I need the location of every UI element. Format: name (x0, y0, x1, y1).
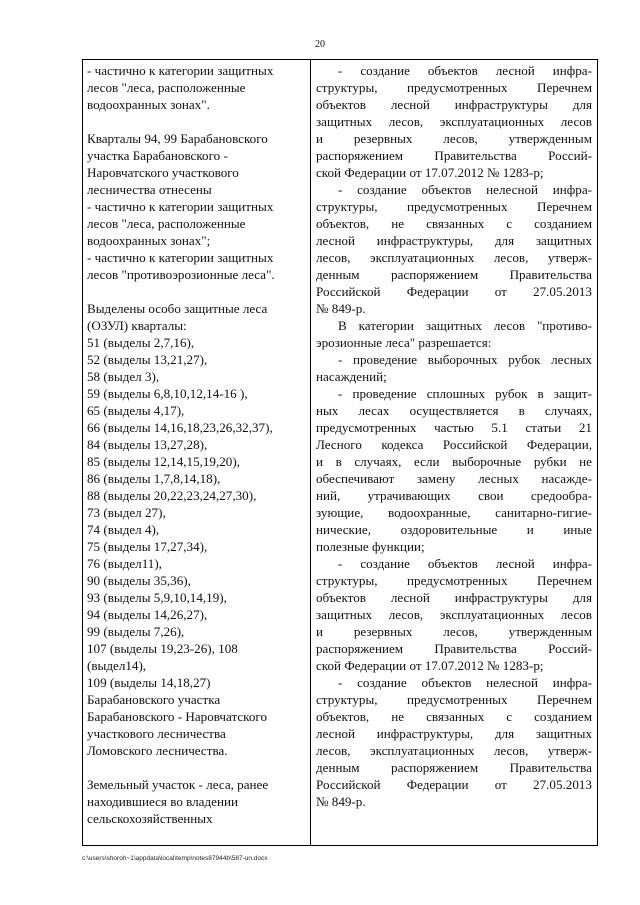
left-text-line: (ОЗУЛ) кварталы: (87, 318, 187, 333)
left-text-line: Барабановского - Наровчатского (87, 709, 268, 724)
right-text-line: Российской Федерации от 27.05.2013 (316, 777, 592, 792)
right-text-line: - создание объектов нелесной инфра- (338, 182, 592, 197)
left-text-line: 75 (выделы 17,27,34), (87, 539, 208, 554)
right-text-line: объектов лесной инфраструктуры для (316, 97, 592, 112)
left-text-line: Барабановского участка (87, 692, 221, 707)
right-text-line: распоряжением Правительства Россий- (316, 148, 592, 163)
left-text-line: - частично к категории защитных (87, 199, 274, 214)
right-text-line: лесов, эксплуатационных лесов, утверж- (316, 250, 592, 265)
right-text-line: - проведение сплошных рубок в защит- (338, 386, 592, 401)
left-text-line: 107 (выделы 19,23-26), 108 (87, 641, 238, 656)
left-text-line: Наровчатского участкового (87, 165, 239, 180)
left-text-line: 90 (выделы 35,36), (87, 573, 191, 588)
right-text-line: денным распоряжением Правительства (316, 267, 592, 282)
right-text-line: лесной инфраструктуры, для защитных (316, 726, 592, 741)
left-text-line: - частично к категории защитных (87, 250, 274, 265)
left-text-line: водоохранных зонах"; (87, 233, 211, 248)
left-text-line: лесов "леса, расположенные (87, 80, 246, 95)
left-text-line: Земельный участок - леса, ранее (87, 777, 269, 792)
left-text-line: Кварталы 94, 99 Барабановского (87, 131, 268, 146)
left-text-line: 84 (выделы 13,27,28), (87, 437, 208, 452)
column-divider (310, 60, 311, 845)
right-text-line: Лесного кодекса Российской Федерации, (316, 437, 592, 452)
left-text-line: 51 (выделы 2,7,16), (87, 335, 195, 350)
right-text-line: предусмотренных частью 5.1 статьи 21 (316, 420, 592, 435)
right-text-line: - создание объектов лесной инфра- (338, 556, 592, 571)
left-column (87, 62, 307, 827)
blank-line (87, 283, 307, 300)
document-table (82, 59, 598, 846)
right-text-line: защитных лесов, эксплуатационных лесов (316, 114, 592, 129)
right-text-line: структуры, предусмотренных Перечнем (316, 573, 592, 588)
right-text-line: объектов, не связанных с созданием (316, 216, 592, 231)
right-column (316, 62, 592, 810)
left-text-line: 94 (выделы 14,26,27), (87, 607, 208, 622)
right-text-line: обеспечивают замену лесных насажде- (316, 471, 592, 486)
left-text-line: 99 (выделы 7,26), (87, 624, 185, 639)
right-text-line: ний, утрачивающих свои средообра- (316, 488, 592, 503)
right-text-line: лесной инфраструктуры, для защитных (316, 233, 592, 248)
left-text-line: участка Барабановского - (87, 148, 228, 163)
left-text-line: Выделены особо защитные леса (87, 301, 268, 316)
right-text-line: нические, оздоровительные и иные (316, 522, 592, 537)
left-text-line: водоохранных зонах". (87, 97, 210, 112)
page-number: 20 (315, 39, 325, 50)
right-text-line: ных лесах осуществляется в случаях, (316, 403, 592, 418)
right-text-line: защитных лесов, эксплуатационных лесов (316, 607, 592, 622)
left-text-line: Ломовского лесничества. (87, 743, 228, 758)
left-text-line: 73 (выдел 27), (87, 505, 166, 520)
left-text-line: 76 (выдел11), (87, 556, 162, 571)
left-text-line: 65 (выделы 4,17), (87, 403, 185, 418)
left-text-line: 58 (выдел 3), (87, 369, 160, 384)
left-text-line: лесничества отнесены (87, 182, 212, 197)
left-text-line: 93 (выделы 5,9,10,14,19), (87, 590, 227, 605)
right-text-line: и резервных лесов, утвержденным (316, 131, 592, 146)
right-text-line: № 849-р. (316, 794, 366, 809)
footer-file-path: c:\users\shoroh~1\appdata\local\temp\notes87944b\587-un.docx (82, 855, 268, 862)
right-text-line: структуры, предусмотренных Перечнем (316, 692, 592, 707)
right-text-line: структуры, предусмотренных Перечнем (316, 199, 592, 214)
left-text-line: находившиеся во владении (87, 794, 238, 809)
right-text-line: - создание объектов лесной инфра- (338, 63, 592, 78)
right-text-line: распоряжением Правительства Россий- (316, 641, 592, 656)
right-text-line: лесов, эксплуатационных лесов, утверж- (316, 743, 592, 758)
right-text-line: объектов лесной инфраструктуры для (316, 590, 592, 605)
blank-line (87, 113, 307, 130)
right-text-line: денным распоряжением Правительства (316, 760, 592, 775)
left-text-line: 52 (выделы 13,21,27), (87, 352, 208, 367)
right-text-line: ской Федерации от 17.07.2012 № 1283-р; (316, 165, 544, 180)
right-text-line: структуры, предусмотренных Перечнем (316, 80, 592, 95)
right-text-line: Российской Федерации от 27.05.2013 (316, 284, 592, 299)
left-text-line: лесов "леса, расположенные (87, 216, 246, 231)
right-text-line: В категории защитных лесов "противо- (338, 318, 592, 333)
right-text-line: № 849-р. (316, 301, 366, 316)
right-text-line: объектов, не связанных с созданием (316, 709, 592, 724)
left-text-line: лесов "противоэрозионные леса". (87, 267, 275, 282)
left-text-line: 85 (выделы 12,14,15,19,20), (87, 454, 240, 469)
left-text-line: - частично к категории защитных (87, 63, 274, 78)
left-text-line: 74 (выдел 4), (87, 522, 160, 537)
right-text-line: зующие, водоохранные, санитарно-гигие- (316, 505, 592, 520)
right-text-line: эрозионные леса" разрешается: (316, 335, 492, 350)
right-text-line: и в случаях, если выборочные рубки не (316, 454, 592, 469)
right-text-line: - проведение выборочных рубок лесных (338, 352, 592, 367)
blank-line (87, 759, 307, 776)
right-text-line: ской Федерации от 17.07.2012 № 1283-р; (316, 658, 544, 673)
right-text-line: - создание объектов нелесной инфра- (338, 675, 592, 690)
right-text-line: полезные функции; (316, 539, 425, 554)
left-text-line: (выдел14), (87, 658, 147, 673)
right-text-line: и резервных лесов, утвержденным (316, 624, 592, 639)
left-text-line: 66 (выделы 14,16,18,23,26,32,37), (87, 420, 273, 435)
left-text-line: 88 (выделы 20,22,23,24,27,30), (87, 488, 257, 503)
left-text-line: 59 (выделы 6,8,10,12,14-16 ), (87, 386, 248, 401)
left-text-line: 86 (выделы 1,7,8,14,18), (87, 471, 221, 486)
left-text-line: участкового лесничества (87, 726, 226, 741)
left-text-line: 109 (выделы 14,18,27) (87, 675, 211, 690)
right-text-line: насаждений; (316, 369, 387, 384)
left-text-line: сельскохозяйственных (87, 811, 213, 826)
